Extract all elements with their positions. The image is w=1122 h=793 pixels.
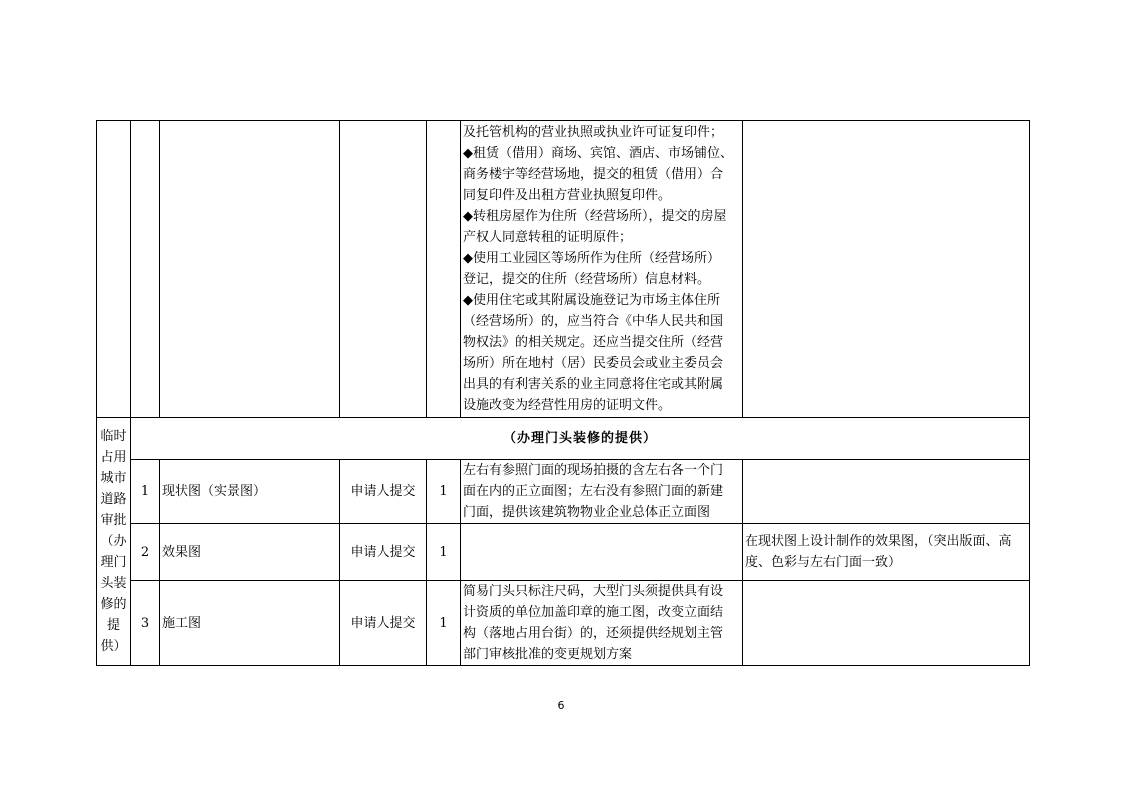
requirement-line: 门面，提供该建筑物物业企业总体正立面图: [463, 505, 711, 520]
requirement-line: 及托管机构的营业执照或执业许可证复印件；: [463, 125, 724, 140]
requirement-line: 场所）所在地村（居）民委员会或业主委员会: [463, 356, 724, 371]
copies-count: 1: [427, 581, 461, 666]
requirement-line: 物权法》的相关规定。还应当提交住所（经营: [463, 335, 724, 350]
requirements-cell: [461, 121, 743, 418]
table-row: [97, 460, 1030, 524]
requirement-line: 左右有参照门面的现场拍摄的含左右各一个门: [463, 463, 724, 478]
copies-cell: [427, 121, 461, 418]
material-cell: [160, 121, 340, 418]
requirement-line: ◆使用工业园区等场所作为住所（经营场所）: [463, 251, 720, 266]
requirement-line: 计资质的单位加盖印章的施工图，改变立面结: [463, 605, 724, 620]
category-label: 临时占用城市道路审批（办理门头装修的提供）: [97, 418, 131, 666]
material-source: 申请人提交: [340, 460, 427, 524]
requirement-line: ◆转租房屋作为住所（经营场所），提交的房屋: [463, 209, 727, 224]
section-title: （办理门头装修的提供）: [131, 418, 1030, 460]
table-row: [97, 524, 1030, 581]
page-number: 6: [557, 699, 565, 712]
requirement-line: 同复印件及出租方营业执照复印件。: [463, 188, 672, 203]
copies-count: 1: [427, 524, 461, 581]
row-number: 3: [131, 581, 160, 666]
notes-cell: [743, 581, 1030, 666]
requirement-line: ◆使用住宅或其附属设施登记为市场主体住所: [463, 293, 720, 308]
category-cell: [97, 121, 131, 418]
notes-cell: [743, 460, 1030, 524]
material-name: 效果图: [160, 524, 340, 581]
row-number: 1: [131, 460, 160, 524]
requirement-line: （经营场所）的，应当符合《中华人民共和国: [463, 314, 724, 329]
requirement-line: 商务楼宇等经营场地，提交的租赁（借用）合: [463, 167, 724, 182]
note-line: 在现状图上设计制作的效果图，（突出版面、高: [745, 534, 1012, 549]
material-name: 施工图: [160, 581, 340, 666]
requirement-line: 部门审核批准的变更规划方案: [463, 647, 633, 662]
requirement-line: 登记，提交的住所（经营场所）信息材料。: [463, 272, 711, 287]
requirement-line: 简易门头只标注尺码，大型门头须提供具有设: [463, 584, 724, 599]
requirements-cell: [461, 581, 743, 666]
table-row: [97, 581, 1030, 666]
requirement-line: 构（落地占用台街）的，还须提供经规划主管: [463, 626, 724, 641]
section-header-row: [97, 418, 1030, 460]
material-source: 申请人提交: [340, 524, 427, 581]
note-line: 度、色彩与左右门面一致）: [745, 555, 902, 570]
notes-cell: [743, 524, 1030, 581]
number-cell: [131, 121, 160, 418]
requirement-line: 出具的有利害关系的业主同意将住宅或其附属: [463, 377, 724, 392]
requirement-line: ◆租赁（借用）商场、宾馆、酒店、市场铺位、: [463, 146, 733, 161]
requirements-cell: [461, 524, 743, 581]
copies-count: 1: [427, 460, 461, 524]
requirement-line: 设施改变为经营性用房的证明文件。: [463, 398, 672, 413]
row-number: 2: [131, 524, 160, 581]
requirements-table: [96, 120, 1030, 666]
notes-cell: [743, 121, 1030, 418]
requirement-line: 面在内的正立面图；左右没有参照门面的新建: [463, 484, 724, 499]
table-row-continued: [97, 121, 1030, 418]
requirements-cell: [461, 460, 743, 524]
material-source: 申请人提交: [340, 581, 427, 666]
requirement-line: 产权人同意转租的证明原件；: [463, 230, 633, 245]
source-cell: [340, 121, 427, 418]
material-name: 现状图（实景图）: [160, 460, 340, 524]
